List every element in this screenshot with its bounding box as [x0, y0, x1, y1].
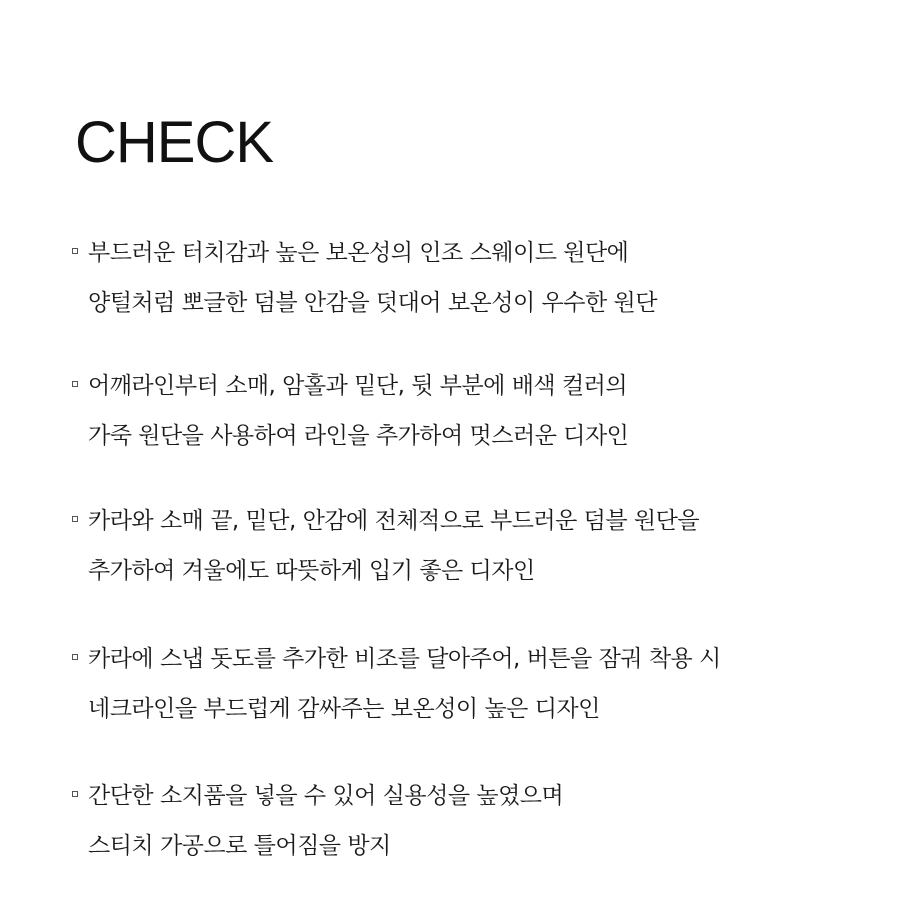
page-title: CHECK: [75, 110, 274, 175]
feature-text: 카라에 스냅 돗도를 추가한 비조를 달아주어, 버튼을 잠궈 착용 시: [88, 646, 721, 672]
feature-text: 카라와 소매 끝, 밑단, 안감에 전체적으로 부드러운 덤블 원단을: [88, 508, 700, 534]
feature-item: [72, 644, 862, 744]
feature-text: 간단한 소지품을 넣을 수 있어 실용성을 높였으며: [88, 783, 564, 809]
feature-line-1: [72, 644, 862, 694]
feature-text: 네크라인을 부드럽게 감싸주는 보온성이 높은 디자인: [88, 696, 600, 722]
feature-line-2: [72, 556, 862, 606]
feature-line-1: [72, 781, 862, 831]
feature-item: [72, 371, 862, 471]
feature-text: 부드러운 터치감과 높은 보온성의 인조 스웨이드 원단에: [88, 240, 629, 266]
feature-line-1: [72, 238, 862, 288]
bullet-square-icon: [72, 248, 78, 254]
feature-item: [72, 238, 862, 338]
feature-line-2: [72, 831, 862, 881]
feature-text: 양털처럼 뽀글한 덤블 안감을 덧대어 보온성이 우수한 원단: [88, 290, 657, 316]
feature-text: 추가하여 겨울에도 따뜻하게 입기 좋은 디자인: [88, 558, 535, 584]
feature-line-2: [72, 421, 862, 471]
feature-line-1: [72, 371, 862, 421]
feature-line-2: [72, 288, 862, 338]
feature-text: 가죽 원단을 사용하여 라인을 추가하여 멋스러운 디자인: [88, 423, 629, 449]
feature-item: [72, 506, 862, 606]
feature-item: [72, 781, 862, 881]
bullet-square-icon: [72, 791, 78, 797]
feature-line-2: [72, 694, 862, 744]
bullet-square-icon: [72, 381, 78, 387]
feature-text: 스티치 가공으로 틀어짐을 방지: [88, 833, 391, 859]
feature-line-1: [72, 506, 862, 556]
feature-text: 어깨라인부터 소매, 암홀과 밑단, 뒷 부분에 배색 컬러의: [88, 373, 628, 399]
bullet-square-icon: [72, 516, 78, 522]
bullet-square-icon: [72, 654, 78, 660]
